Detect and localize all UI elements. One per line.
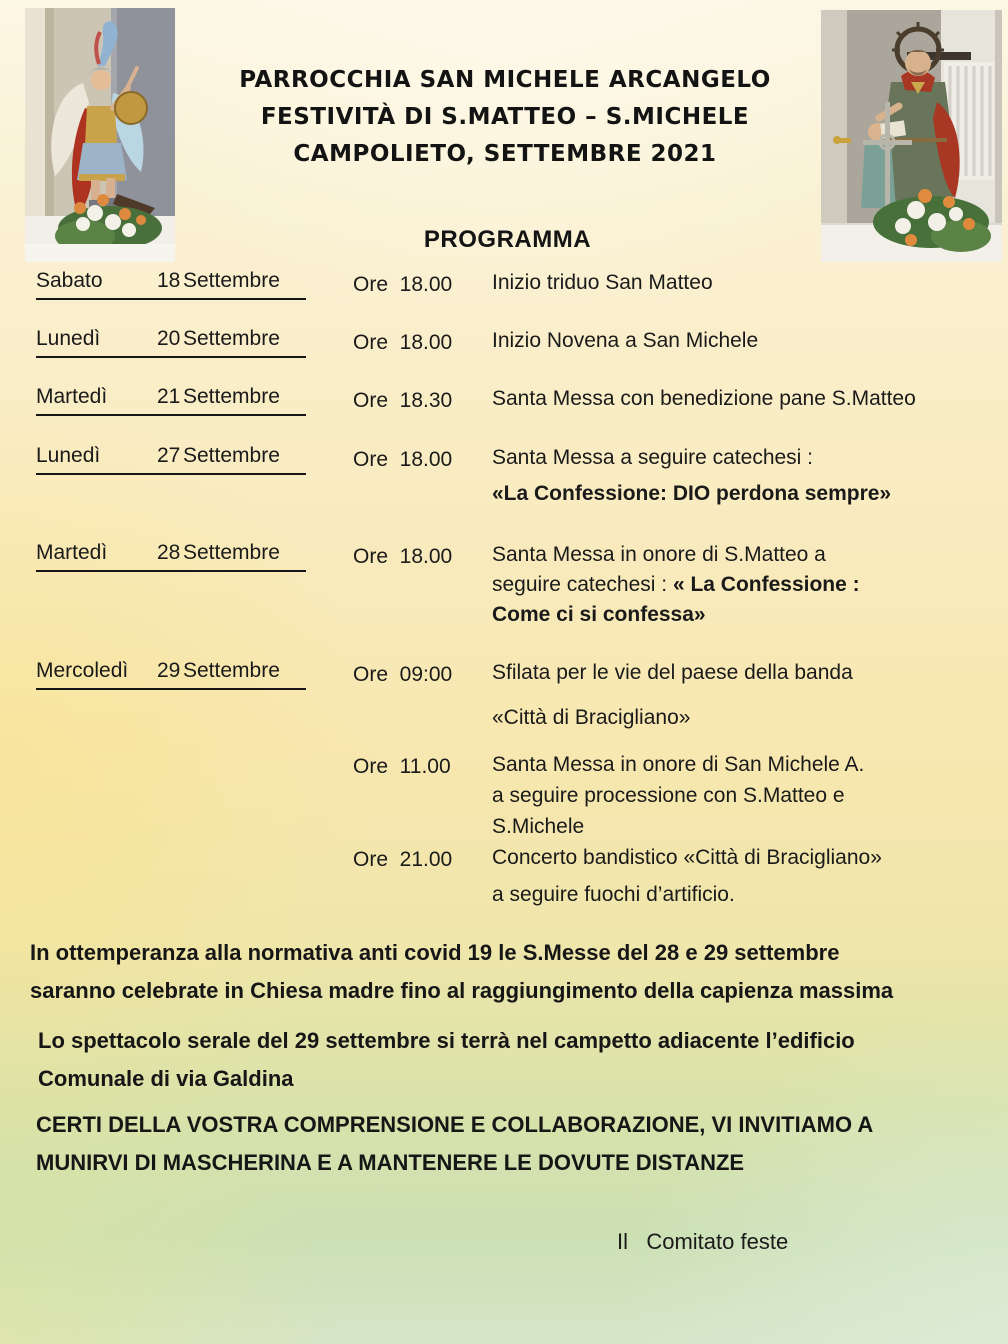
event-description: Concerto bandistico «Città di Bracigliano»	[492, 846, 882, 869]
event-description: Come ci si confessa»	[492, 603, 706, 626]
event-time: Ore 18.00	[353, 545, 453, 568]
event-description: Santa Messa con benedizione pane S.Matteo	[492, 387, 916, 410]
photo-statue-san-matteo	[821, 10, 1002, 262]
event-time: Ore 09:00	[353, 663, 453, 686]
statue-san-michele-illustration	[25, 8, 175, 262]
event-date: Lunedì 20 Settembre	[36, 327, 306, 358]
event-description: Santa Messa in onore di San Michele A.	[492, 753, 865, 776]
event-description: Santa Messa a seguire catechesi :	[492, 446, 814, 469]
signature: Il Comitato feste	[617, 1229, 789, 1254]
note-line: In ottemperanza alla normativa anti covid 19 le S.Messe del 28 e 29 settembre	[30, 940, 840, 965]
page-title	[165, 62, 845, 173]
event-description: seguire catechesi : « La Confessione :	[492, 573, 860, 596]
event-time: Ore 18.00	[353, 448, 453, 471]
event-description: «La Confessione: DIO perdona sempre»	[492, 482, 892, 505]
title-line-1: PARROCCHIA SAN MICHELE ARCANGELO	[239, 67, 771, 93]
section-heading-programma: PROGRAMMA	[423, 226, 592, 253]
event-description: «Città di Bracigliano»	[492, 706, 691, 729]
event-time: Ore 18.00	[353, 331, 453, 354]
event-description: Inizio triduo San Matteo	[492, 271, 713, 294]
note-line: saranno celebrate in Chiesa madre fino al raggiungimento della capienza massima	[30, 978, 894, 1003]
event-time: Ore 21.00	[353, 848, 453, 871]
event-time: Ore 18.30	[353, 389, 453, 412]
event-description: a seguire processione con S.Matteo e	[492, 784, 845, 807]
event-description: a seguire fuochi d’artificio.	[492, 883, 735, 906]
note-line: Lo spettacolo serale del 29 settembre si terrà nel campetto adiacente l’edificio	[38, 1028, 855, 1053]
event-date: Martedì 28 Settembre	[36, 541, 306, 572]
event-description: Sfilata per le vie del paese della banda	[492, 661, 853, 684]
photo-statue-san-michele	[25, 8, 175, 262]
title-line-2: FESTIVITÀ DI S.MATTEO – S.MICHELE	[260, 104, 750, 130]
event-time: Ore 18.00	[353, 273, 453, 296]
event-date: Martedì 21 Settembre	[36, 385, 306, 416]
note-line: MUNIRVI DI MASCHERINA E A MANTENERE LE DOVUTE DISTANZE	[36, 1150, 745, 1175]
title-line-3: CAMPOLIETO, SETTEMBRE 2021	[293, 141, 717, 167]
note-line: Comunale di via Galdina	[38, 1066, 294, 1091]
event-description: Inizio Novena a San Michele	[492, 329, 759, 352]
event-description: S.Michele	[492, 815, 585, 838]
event-date: Sabato 18 Settembre	[36, 269, 306, 300]
event-date: Mercoledì 29 Settembre	[36, 659, 306, 690]
event-date: Lunedì 27 Settembre	[36, 444, 306, 475]
note-line: CERTI DELLA VOSTRA COMPRENSIONE E COLLABORAZIONE, VI INVITIAMO A	[36, 1112, 874, 1137]
event-description: Santa Messa in onore di S.Matteo a	[492, 543, 826, 566]
event-time: Ore 11.00	[353, 755, 451, 778]
statue-san-matteo-illustration	[821, 10, 1002, 262]
